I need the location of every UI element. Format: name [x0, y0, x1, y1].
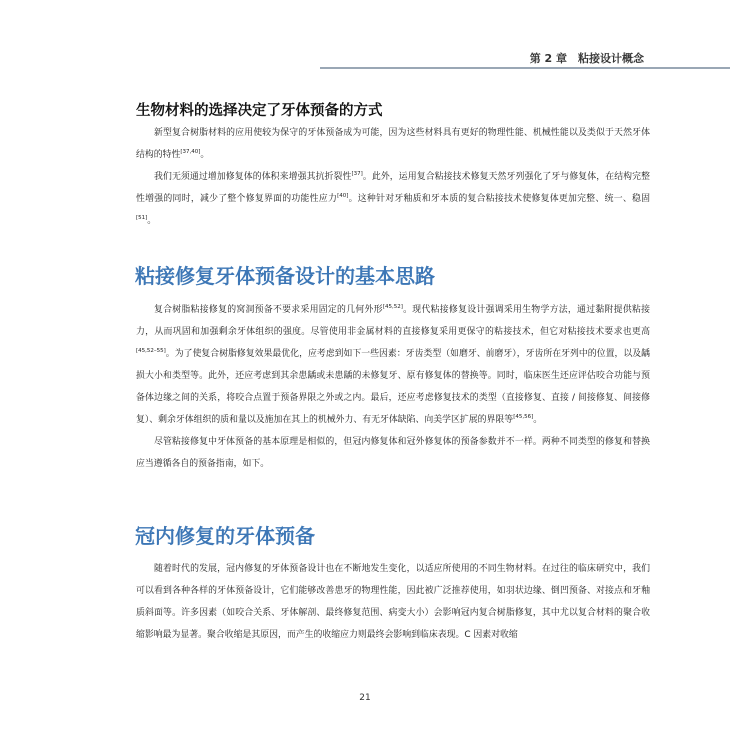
citation: [40] — [337, 193, 349, 199]
page-number: 21 — [359, 693, 371, 703]
section-title: 冠内修复的牙体预备 — [135, 524, 315, 548]
paragraph: 随着时代的发展，冠内修复的牙体预备设计也在不断地发生变化，以适应所使用的不同生物材料。在过往的临床研究中，我们可以看到各种各样的牙体预备设计，它们能够改善患牙的物理性能，因此被广泛推荐使用，如羽状边缘、倒凹预备、对接点和牙釉质斜面等。许多因素（如咬合关系、牙体解剖、最终修复范围、病变大小）会影响冠内复合树脂修复，其中尤以复合材料的聚合收缩影响最为显著。聚合收缩是其原因，而产生的收缩应力则最终会影响到临床表现。C 因素对收缩 — [136, 564, 650, 640]
citation: [45,52] — [382, 304, 403, 310]
citation: [37] — [351, 171, 363, 177]
running-header: 第 2 章 粘接设计概念 — [529, 52, 644, 65]
section2-body — [136, 299, 650, 475]
citation: [51] — [136, 215, 148, 221]
section1-body — [136, 122, 650, 232]
citation: [45,52–55] — [136, 348, 166, 354]
paragraph: 我们无须通过增加修复体的体积来增强其抗折裂性[37]。此外，运用复合粘接技术修复天然牙列强化了牙与修复体，在结构完整性增强的同时，减少了整个修复界面的功能性应力[40]。这种针对牙釉质和牙本质的复合粘接技术使修复体更加完整、统一、稳固[51]。 — [136, 171, 651, 226]
citation: [45,56] — [513, 414, 534, 420]
paragraph: 尽管粘接修复中牙体预备的基本原理是相似的，但冠内修复体和冠外修复体的预备参数并不一样。两种不同类型的修复和替换应当遵循各自的预备指南，如下。 — [136, 437, 650, 469]
citation: [37,40] — [180, 149, 201, 155]
paragraph: 新型复合树脂材料的应用使较为保守的牙体预备成为可能，因为这些材料具有更好的物理性能、机械性能以及类似于天然牙体结构的特性[37,40]。 — [136, 128, 650, 160]
subsection-title: 生物材料的选择决定了牙体预备的方式 — [136, 103, 383, 119]
paragraph: 复合树脂粘接修复的窝洞预备不要求采用固定的几何外形[45,52]。现代粘接修复设计强调采用生物学方法，通过黏附提供粘接力，从而巩固和加强剩余牙体组织的强度。尽管使用非金属材料的直接修复采用更保守的粘接技术，但它对粘接技术要求也更高[45,52–55]。为了使复合树脂修复效果最优化，应考虑到如下一些因素：牙齿类型（如磨牙、前磨牙），牙齿所在牙列中的位置，以及龋损大小和类型等。此外，还应考虑到其余患龋或未患龋的未修复牙、原有修复体的替换等。同时，临床医生还应评估咬合功能与预备体边缘之间的关系，将咬合点置于预备界限之外或之内。最后，还应考虑修复技术的类型（直接修复、直接 / 间接修复、间接修复）、剩余牙体组织的质和量以及施加在其上的机械外力、有无牙体缺陷、向美学区扩展的界限等[45,56]。 — [136, 304, 651, 425]
header-rule — [320, 67, 730, 69]
section3-body — [136, 558, 650, 646]
section-title: 粘接修复牙体预备设计的基本思路 — [135, 264, 435, 288]
